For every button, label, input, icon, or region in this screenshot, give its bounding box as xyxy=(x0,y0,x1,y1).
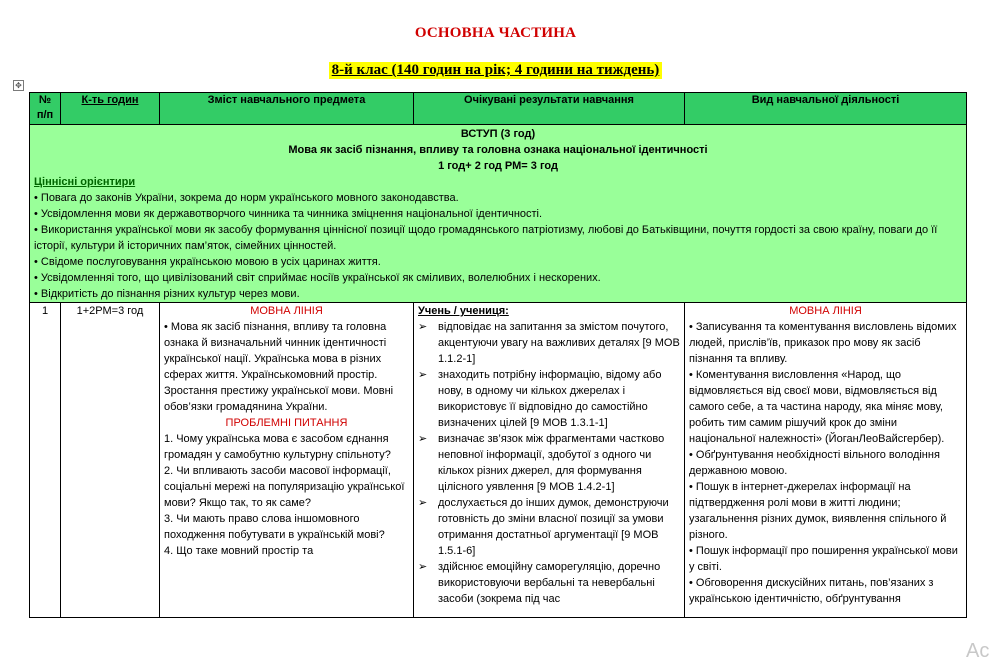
result-item: ➢ здійснює емоційну саморегуляцію, доречно використовуючи вербальні та невербальні засоби (зокрема під час xyxy=(418,561,661,605)
content-text: • Мова як засіб пізнання, впливу та головна ознака й визначальний чинник ідентичності української нації. Українська мова в різних сферах життя. Українськомовний простір. Зростання престижу української мови. Мовні обов’язки громадянина України. xyxy=(164,321,394,413)
arrow-bullet-icon: ➢ xyxy=(418,497,428,509)
values-label: Ціннісні орієнтири xyxy=(34,176,136,188)
arrow-bullet-icon: ➢ xyxy=(418,321,428,333)
lesson-row xyxy=(30,303,967,618)
header-hours: К-ть годин xyxy=(61,93,160,125)
intro-cell xyxy=(30,125,967,303)
activity-item: • Обговорення дискусійних питань, пов’язаних з українською ідентичністю, обґрунтування xyxy=(689,577,934,605)
value-item: • Свідоме послуговування українською мовою в усіх царинах життя. xyxy=(34,256,381,268)
row-hours: 1+2РМ=3 год xyxy=(61,303,160,618)
row-activity xyxy=(685,303,967,618)
activity-item: • Пошук інформації про поширення української мови у світі. xyxy=(689,545,958,573)
row-num: 1 xyxy=(30,303,61,618)
value-item: • Повага до законів України, зокрема до норм українського мовного законодавства. xyxy=(34,192,459,204)
header-results: Очікувані результати навчання xyxy=(414,93,685,125)
content-line-label: МОВНА ЛІНІЯ xyxy=(250,305,323,317)
activity-item: • Записування та коментування висловлень відомих людей, прислів’їв, приказок про мову як засіб пізнання та впливу. xyxy=(689,321,957,365)
problem-item: 4. Що таке мовний простір та xyxy=(164,545,314,557)
problems-label: ПРОБЛЕМНІ ПИТАННЯ xyxy=(225,417,348,429)
result-item: ➢ знаходить потрібну інформацію, відому або нову, в одному чи кількох джерелах і використовує її відповідно до самостійно визначених цілей [9 МОВ 1.3.1-1] xyxy=(418,369,662,429)
curriculum-table xyxy=(29,92,967,618)
table-header-row xyxy=(30,93,967,125)
header-content: Зміст навчального предмета xyxy=(160,93,414,125)
results-label: Учень / учениця: xyxy=(418,305,509,317)
document-title: ОСНОВНА ЧАСТИНА xyxy=(414,25,577,41)
header-activity: Вид навчальної діяльності xyxy=(685,93,967,125)
subtitle-wrap xyxy=(0,61,991,79)
intro-heading-1: ВСТУП (3 год) xyxy=(460,128,536,140)
activity-item: • Пошук в інтернет-джерелах інформації на підтвердження ролі мови в житті людини; узагальнення різних думок, виявлення спільного й різного. xyxy=(689,481,947,541)
problem-item: 3. Чи мають право слова іншомовного походження побутувати в українській мові? xyxy=(164,513,385,541)
arrow-bullet-icon: ➢ xyxy=(418,369,428,381)
watermark: Ac xyxy=(966,640,990,662)
activity-item: • Обґрунтування необхідності вільного володіння державною мовою. xyxy=(689,449,940,477)
intro-row xyxy=(30,125,967,303)
value-item: • Усвідомлення мови як державотворчого чинника та чинника зміцнення національної ідентичності. xyxy=(34,208,543,220)
problem-item: 1. Чому українська мова є засобом єднання громадян у самобутню культурну спільноту? xyxy=(164,433,391,461)
result-item: ➢ відповідає на запитання за змістом почутого, акцентуючи увагу на важливих деталях [9 МОВ 1.1.2-1] xyxy=(418,321,680,365)
activity-line-label: МОВНА ЛІНІЯ xyxy=(789,305,862,317)
intro-heading-3: 1 год+ 2 год РМ= 3 год xyxy=(438,160,558,172)
value-item: • Відкритість до пізнання різних культур через мови. xyxy=(34,288,300,300)
result-item: ➢ визначає зв’язок між фрагментами частково неповної інформації, здобутої з одного чи кількох різних джерел, для формування цілісного уявлення [9 МОВ 1.4.2-1] xyxy=(418,433,665,493)
table-move-handle-icon[interactable]: ✥ xyxy=(13,80,24,91)
intro-heading-2: Мова як засіб пізнання, впливу та головна ознака національної ідентичності xyxy=(288,144,708,156)
result-item: ➢ дослухається до інших думок, демонструючи готовність до зміни власної позиції за умови отримання достатньої аргументації [9 МОВ 1.5.1-6] xyxy=(418,497,669,557)
arrow-bullet-icon: ➢ xyxy=(418,561,428,573)
header-num: № п/п xyxy=(30,93,61,125)
activity-item: • Коментування висловлення «Народ, що відмовляється від своєї мови, відмовляється від самого себе, а та частина народу, яка міняє мову, робить тим самим рішучий крок до зміни національної належності» (ЙоганЛеоВайсгербер). xyxy=(689,369,945,445)
document-subtitle: 8-й клас (140 годин на рік; 4 години на тиждень) xyxy=(329,62,663,79)
row-results xyxy=(414,303,685,618)
value-item: • Усвідомленняі того, що цивілізований світ сприймає носіїв української як сміливих, волелюбних і нескорених. xyxy=(34,272,601,284)
row-content xyxy=(160,303,414,618)
arrow-bullet-icon: ➢ xyxy=(418,433,428,445)
problem-item: 2. Чи впливають засоби масової інформації, соціальні мережі на популяризацію української мови? Якщо так, то як саме? xyxy=(164,465,405,509)
value-item: • Використання української мови як засобу формування ціннісної позиції щодо громадянського патріотизму, любові до Батьківщини, почуття гордості за свою країну, поваги до її історії, культури й історичних пам’яток, сімейних цінностей. xyxy=(34,224,938,252)
